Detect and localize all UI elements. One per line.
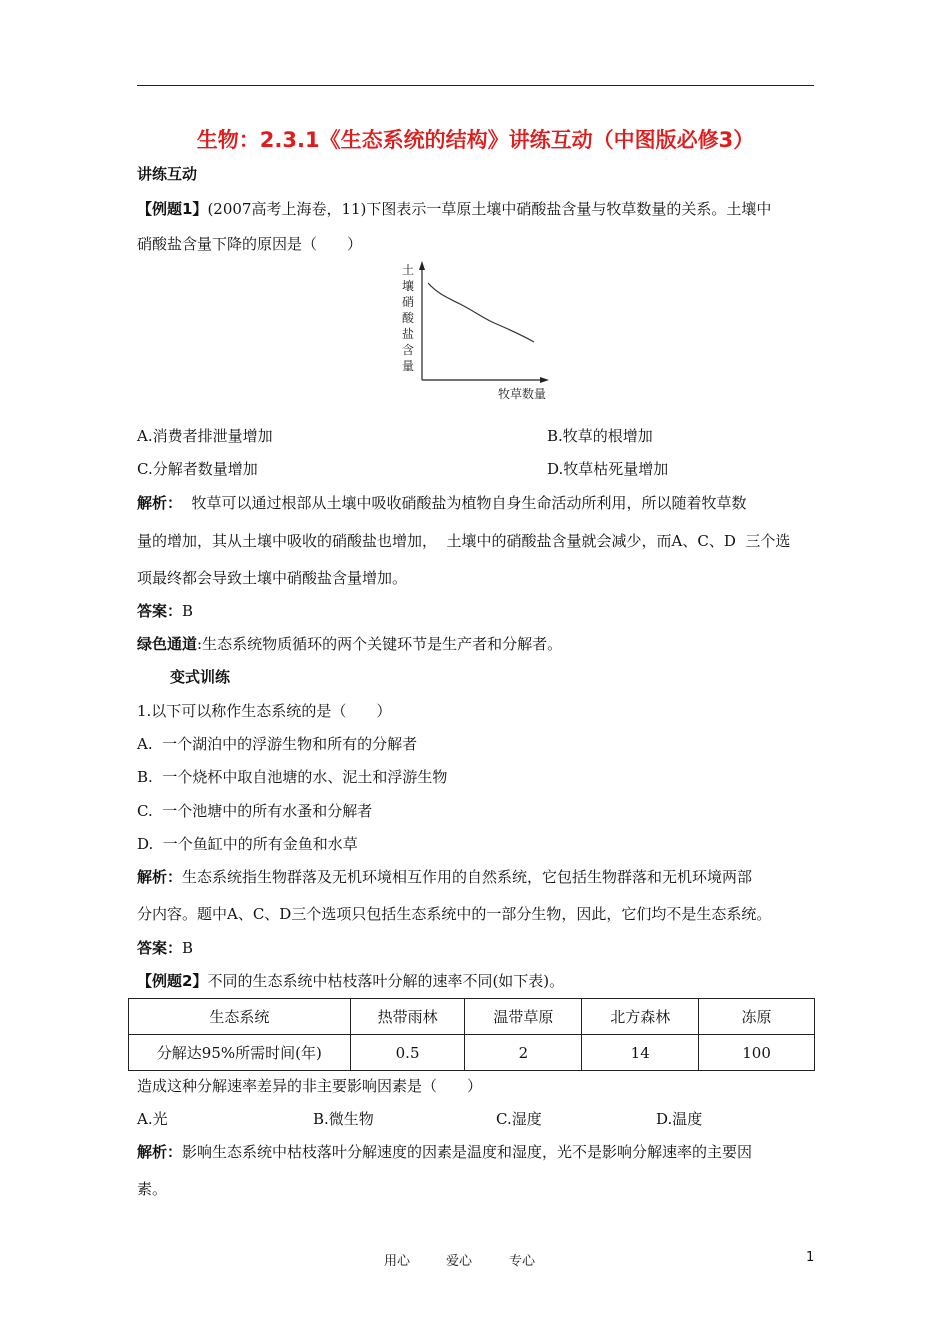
example1-line1	[137, 198, 771, 219]
table-cell: 14	[582, 1035, 699, 1071]
example2-line	[137, 970, 564, 991]
variant-analysis-line2: 分内容。题中A、C、D三个选项只包括生态系统中的一部分生物，因此，它们均不是生态系统。	[137, 905, 772, 923]
answer-value: B	[182, 939, 194, 957]
y-label-char: 酸	[401, 311, 415, 325]
table-row	[129, 1035, 815, 1071]
variant-analysis-line1	[137, 866, 752, 887]
section-heading: 讲练互动	[137, 165, 198, 183]
page-number: 1	[806, 1250, 815, 1265]
example2-label: 【例题2】	[137, 972, 208, 990]
analysis-label: 解析：	[137, 494, 183, 512]
analysis-label: 解析：	[137, 1143, 183, 1161]
example2-text: 不同的生态系统中枯枝落叶分解的速率不同(如下表)。	[207, 972, 565, 990]
example2-option-b: B.微生物	[313, 1110, 374, 1128]
table-header-cell: 生态系统	[129, 999, 351, 1035]
example2-question: 造成这种分解速率差异的非主要影响因素是（ ）	[137, 1077, 483, 1095]
x-axis-label: 牧草数量	[497, 387, 547, 401]
example2-option-a: A.光	[137, 1110, 168, 1128]
example1-analysis-line1	[137, 492, 747, 513]
table-header-row	[129, 999, 815, 1035]
variant-heading: 变式训练	[170, 668, 231, 686]
y-label-char: 盐	[401, 327, 415, 341]
y-label-char: 土	[401, 263, 415, 277]
analysis-text: 生态系统指生物群落及无机环境相互作用的自然系统，它包括生物群落和无机环境两部	[182, 868, 753, 886]
table-cell: 2	[465, 1035, 582, 1071]
table-header-cell: 温带草原	[465, 999, 582, 1035]
y-label-char: 量	[401, 359, 415, 373]
answer-label: 答案：	[137, 602, 183, 620]
table-header-cell: 冻原	[699, 999, 815, 1035]
table-header-cell: 热带雨林	[350, 999, 465, 1035]
table-header-cell: 北方森林	[582, 999, 699, 1035]
example2-analysis-line1	[137, 1141, 752, 1162]
answer-label: 答案：	[137, 939, 183, 957]
example1-option-b: B.牧草的根增加	[547, 427, 653, 445]
page-title: 生物：2.3.1《生态系统的结构》讲练互动（中图版必修3）	[196, 128, 755, 152]
example2-option-c: C.湿度	[496, 1110, 542, 1128]
example1-analysis-line3: 项最终都会导致土壤中硝酸盐含量增加。	[137, 569, 408, 587]
green-channel-text: :生态系统物质循环的两个关键环节是生产者和分解者。	[197, 635, 563, 653]
y-label-char: 壤	[401, 279, 415, 293]
example1-option-a: A.消费者排泄量增加	[137, 427, 273, 445]
answer-value: B	[182, 602, 194, 620]
y-label-char: 含	[401, 343, 415, 357]
footer-text-2: 爱心	[446, 1254, 473, 1269]
example1-option-c: C.分解者数量增加	[137, 460, 258, 478]
green-channel-label: 绿色通道	[137, 635, 198, 653]
example2-analysis-line2: 素。	[137, 1180, 168, 1198]
table-cell: 分解达95%所需时间(年)	[129, 1035, 351, 1071]
example2-option-d: D.温度	[656, 1110, 703, 1128]
x-axis-arrow	[540, 377, 549, 383]
nitrate-chart	[392, 258, 562, 406]
analysis-text: 影响生态系统中枯枝落叶分解速度的因素是温度和湿度，光不是影响分解速率的主要因	[182, 1143, 753, 1161]
example1-label: 【例题1】	[137, 200, 208, 218]
example1-answer	[137, 600, 193, 621]
example1-text-line1: (2007高考上海卷，11)下图表示一草原土壤中硝酸盐含量与牧草数量的关系。土壤中	[207, 200, 772, 218]
analysis-text: 牧草可以通过根部从土壤中吸收硝酸盐为植物自身生命活动所利用，所以随着牧草数	[182, 494, 747, 512]
decomposition-table	[128, 998, 815, 1071]
trend-line	[428, 283, 534, 342]
example1-analysis-line2: 量的增加，其从土壤中吸收的硝酸盐也增加， 土壤中的硝酸盐含量就会减少，而A、C、D 三个选	[137, 532, 791, 550]
y-label-char: 硝	[401, 295, 415, 309]
footer-text-1: 用心	[384, 1254, 411, 1269]
header-rule	[137, 85, 814, 86]
variant-answer	[137, 937, 193, 958]
variant-option-a: A. 一个湖泊中的浮游生物和所有的分解者	[137, 735, 418, 753]
y-axis-label	[402, 262, 415, 373]
variant-option-c: C. 一个池塘中的所有水蚤和分解者	[137, 802, 373, 820]
example1-option-d: D.牧草枯死量增加	[547, 460, 669, 478]
green-channel	[137, 633, 562, 654]
example1-text-line2: 硝酸盐含量下降的原因是（ ）	[137, 235, 363, 253]
table-cell: 0.5	[350, 1035, 465, 1071]
table-cell: 100	[699, 1035, 815, 1071]
analysis-label: 解析：	[137, 868, 183, 886]
variant-option-b: B. 一个烧杯中取自池塘的水、泥土和浮游生物	[137, 768, 448, 786]
variant-question: 1.以下可以称作生态系统的是（ ）	[137, 702, 392, 720]
variant-option-d: D. 一个鱼缸中的所有金鱼和水草	[137, 835, 358, 853]
y-axis-arrow	[419, 261, 425, 270]
footer-text-3: 专心	[509, 1254, 536, 1269]
